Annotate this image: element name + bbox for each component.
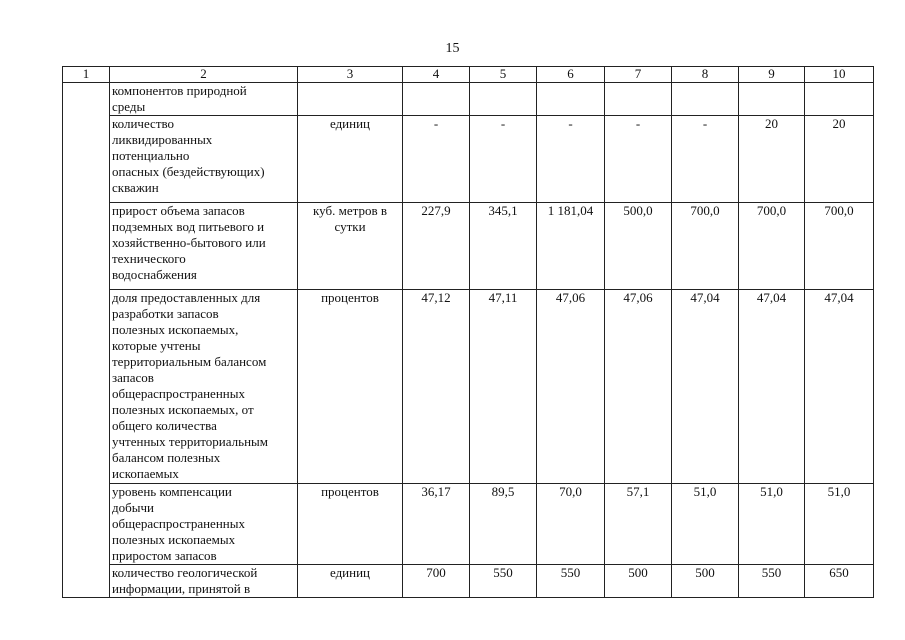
unit-cell: процентов (298, 290, 403, 484)
value-cell: 500,0 (605, 203, 672, 290)
value-cell (672, 83, 739, 116)
indicator-name-cell: доля предоставленных для разработки запасов полезных ископаемых, которые учтены территориальным балансом запасов общераспространенных полезных ископаемых, от общего количества учтенных территориальным балансом полезных ископаемых (110, 290, 298, 484)
value-cell (739, 83, 805, 116)
value-cell (470, 83, 537, 116)
value-cell: 550 (739, 565, 805, 598)
table-row (63, 484, 874, 565)
indicators-table (62, 66, 874, 598)
value-cell: 89,5 (470, 484, 537, 565)
column-number-row (63, 67, 874, 83)
value-cell: - (672, 116, 739, 203)
value-cell: 500 (605, 565, 672, 598)
value-cell: 1 181,04 (537, 203, 605, 290)
column-header: 4 (403, 67, 470, 83)
column-header: 6 (537, 67, 605, 83)
value-cell: 36,17 (403, 484, 470, 565)
value-cell: - (537, 116, 605, 203)
value-cell: 700,0 (805, 203, 874, 290)
value-cell: - (403, 116, 470, 203)
table-row (63, 203, 874, 290)
column-header: 9 (739, 67, 805, 83)
unit-cell: единиц (298, 565, 403, 598)
value-cell: - (470, 116, 537, 203)
value-cell: 550 (537, 565, 605, 598)
indicator-name-cell: количество ликвидированных потенциально опасных (бездействующих) скважин (110, 116, 298, 203)
column-header: 2 (110, 67, 298, 83)
column-header: 10 (805, 67, 874, 83)
value-cell: 47,04 (805, 290, 874, 484)
value-cell: 227,9 (403, 203, 470, 290)
table-row (63, 83, 874, 116)
indicator-name-cell: количество геологической информации, принятой в (110, 565, 298, 598)
value-cell: 20 (805, 116, 874, 203)
column-header: 7 (605, 67, 672, 83)
value-cell: 47,06 (605, 290, 672, 484)
value-cell: 51,0 (672, 484, 739, 565)
row-number-cell (63, 83, 110, 598)
value-cell: - (605, 116, 672, 203)
value-cell: 70,0 (537, 484, 605, 565)
value-cell: 500 (672, 565, 739, 598)
column-header: 3 (298, 67, 403, 83)
value-cell: 345,1 (470, 203, 537, 290)
value-cell: 47,06 (537, 290, 605, 484)
value-cell: 51,0 (805, 484, 874, 565)
unit-cell: процентов (298, 484, 403, 565)
value-cell (605, 83, 672, 116)
column-header: 1 (63, 67, 110, 83)
value-cell: 47,04 (672, 290, 739, 484)
page-number: 15 (445, 41, 460, 56)
value-cell (403, 83, 470, 116)
column-header: 8 (672, 67, 739, 83)
value-cell: 700,0 (672, 203, 739, 290)
value-cell: 700 (403, 565, 470, 598)
unit-cell (298, 83, 403, 116)
value-cell: 550 (470, 565, 537, 598)
value-cell: 700,0 (739, 203, 805, 290)
value-cell: 47,12 (403, 290, 470, 484)
value-cell: 20 (739, 116, 805, 203)
value-cell (537, 83, 605, 116)
indicator-name-cell: уровень компенсации добычи общераспространенных полезных ископаемых приростом запасов (110, 484, 298, 565)
value-cell: 47,11 (470, 290, 537, 484)
table-row (63, 565, 874, 598)
unit-cell: куб. метров в сутки (298, 203, 403, 290)
value-cell: 650 (805, 565, 874, 598)
indicator-name-cell: компонентов природной среды (110, 83, 298, 116)
value-cell: 51,0 (739, 484, 805, 565)
table-row (63, 116, 874, 203)
column-header: 5 (470, 67, 537, 83)
value-cell (805, 83, 874, 116)
value-cell: 57,1 (605, 484, 672, 565)
table-body (63, 83, 874, 598)
indicator-name-cell: прирост объема запасов подземных вод питьевого и хозяйственно-бытового или технического водоснабжения (110, 203, 298, 290)
value-cell: 47,04 (739, 290, 805, 484)
table-row (63, 290, 874, 484)
unit-cell: единиц (298, 116, 403, 203)
